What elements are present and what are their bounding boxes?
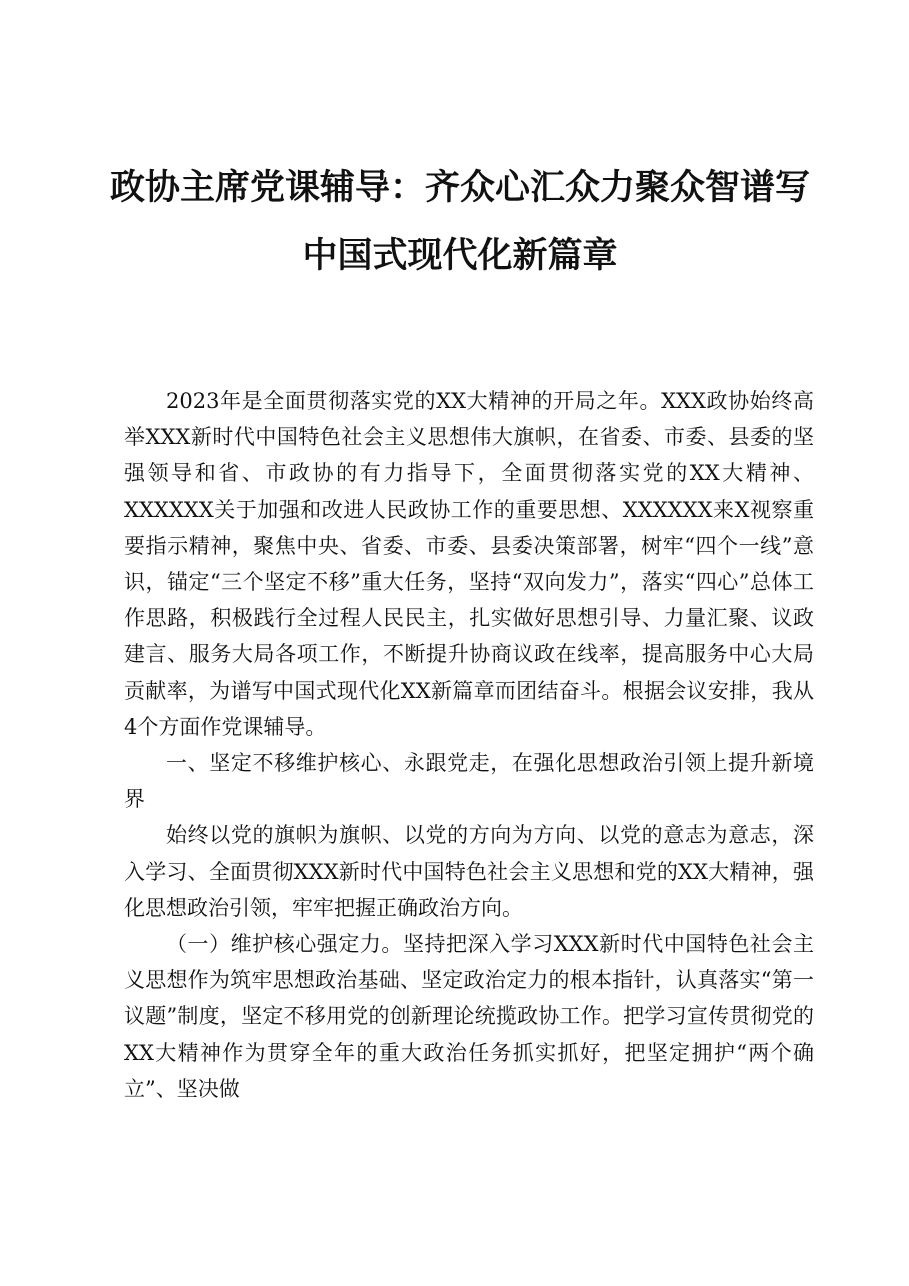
paragraph-intro: 2023年是全面贯彻落实党的XX大精神的开局之年。XXX政协始终高举XXX新时代中国特色社会主义思想伟大旗帜，在省委、市委、县委的坚强领导和省、市政协的有力指导下，全面贯彻落实党的XX大精神、XXXXXX关于加强和改进人民政协工作的重要思想、XXXXXX来X视察重要指示精神，聚焦中央、省委、市委、县委决策部署，树牢“四个一线”意识，锚定“三个坚定不移”重大任务，坚持“双向发力”，落实“四心”总体工作思路，积极践行全过程人民民主，扎实做好思想引导、力量汇聚、议政建言、服务大局各项工作，不断提升协商议政在线率，提高服务中心大局贡献率，为谱写中国式现代化XX新篇章而团结奋斗。根据会议安排，我从4个方面作党课辅导。 xyxy=(124,389,814,739)
section-heading-1: 一、坚定不移维护核心、永跟党走，在强化思想政治引领上提升新境界 xyxy=(124,751,814,812)
paragraph-section-1: 始终以党的旗帜为旗帜、以党的方向为方向、以党的意志为意志，深入学习、全面贯彻XXX新时代中国特色社会主义思想和党的XX大精神，强化思想政治引领，牢牢把握正确政治方向。 xyxy=(124,823,814,920)
document-title-line-1: 政协主席党课辅导：齐众心汇众力聚众智谱写 xyxy=(110,167,811,208)
paragraph-subsection-1: （一）维护核心强定力。坚持把深入学习XXX新时代中国特色社会主义思想作为筑牢思想政治基础、坚定政治定力的根本指针，认真落实“第一议题”制度，坚定不移用党的创新理论统揽政协工作。把学习宣传贯彻党的XX大精神作为贯穿全年的重大政治任务抓实抓好，把坚定拥护“两个确立”、坚决做 xyxy=(124,932,814,1101)
document-body xyxy=(124,383,814,1107)
document-title-line-2: 中国式现代化新篇章 xyxy=(302,235,618,276)
